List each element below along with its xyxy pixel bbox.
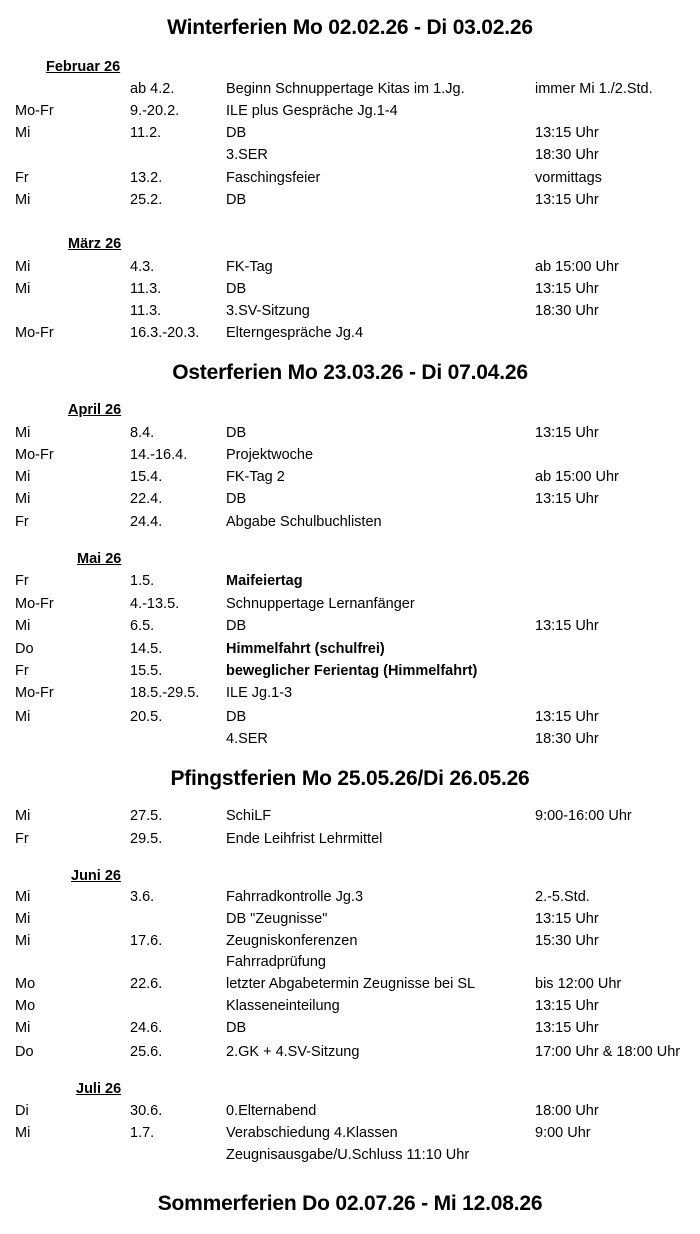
day-cell: Mo-Fr — [15, 447, 54, 463]
event-cell: DB — [226, 281, 247, 297]
event-cell: DB — [226, 1020, 247, 1036]
time-cell: 17:00 Uhr & 18:00 Uhr — [535, 1044, 681, 1060]
calendar-row — [0, 170, 700, 192]
time-cell: 9:00 Uhr — [535, 1125, 591, 1141]
event-cell: FK-Tag — [226, 259, 273, 275]
event-cell: Abgabe Schulbuchlisten — [226, 514, 382, 530]
calendar-row — [0, 831, 700, 853]
date-cell: 22.4. — [130, 491, 163, 507]
time-cell: 13:15 Uhr — [535, 192, 599, 208]
heading-winterferien: Winterferien Mo 02.02.26 - Di 03.02.26 — [167, 16, 533, 39]
day-cell: Mi — [15, 709, 31, 725]
time-cell: immer Mi 1./2.Std. — [535, 81, 653, 97]
day-cell: Mi — [15, 425, 31, 441]
date-cell: 16.3.-20.3. — [130, 325, 200, 341]
event-cell: Faschingsfeier — [226, 170, 321, 186]
calendar-row — [0, 641, 700, 663]
time-cell: 13:15 Uhr — [535, 425, 599, 441]
event-cell: 0.Elternabend — [226, 1103, 317, 1119]
calendar-row — [0, 998, 700, 1020]
time-cell: 13:15 Uhr — [535, 911, 599, 927]
day-cell: Mi — [15, 259, 31, 275]
event-cell: Beginn Schnuppertage Kitas im 1.Jg. — [226, 81, 465, 97]
time-cell: 13:15 Uhr — [535, 709, 599, 725]
time-cell: 13:15 Uhr — [535, 125, 599, 141]
month-maerz: März 26 — [68, 236, 122, 252]
time-cell: 13:15 Uhr — [535, 1020, 599, 1036]
calendar-row — [0, 425, 700, 447]
event-cell: Zeugniskonferenzen — [226, 933, 358, 949]
time-cell: 18:30 Uhr — [535, 303, 599, 319]
calendar-row — [0, 125, 700, 147]
month-februar: Februar 26 — [46, 59, 121, 75]
event-cell: 4.SER — [226, 731, 268, 747]
time-cell: 18:00 Uhr — [535, 1103, 599, 1119]
event-cell: DB — [226, 491, 247, 507]
calendar-row — [0, 469, 700, 491]
calendar-row — [0, 731, 700, 753]
date-cell: 9.-20.2. — [130, 103, 180, 119]
event-cell: DB — [226, 709, 247, 725]
calendar-row — [0, 1103, 700, 1125]
event-cell: DB — [226, 618, 247, 634]
date-cell: 25.2. — [130, 192, 163, 208]
day-cell: Mi — [15, 911, 31, 927]
calendar-row — [0, 933, 700, 955]
date-cell: 4.-13.5. — [130, 596, 180, 612]
date-cell: 30.6. — [130, 1103, 163, 1119]
event-cell: DB — [226, 192, 247, 208]
date-cell: 4.3. — [130, 259, 155, 275]
event-cell: Maifeiertag — [226, 573, 303, 589]
calendar-row — [0, 491, 700, 513]
time-cell: 18:30 Uhr — [535, 147, 599, 163]
day-cell: Mi — [15, 889, 31, 905]
day-cell: Do — [15, 1044, 34, 1060]
date-cell: 27.5. — [130, 808, 163, 824]
event-cell: DB — [226, 425, 247, 441]
date-cell: 11.3. — [130, 281, 162, 297]
calendar-row — [0, 573, 700, 595]
date-cell: 14.-16.4. — [130, 447, 188, 463]
date-cell: 15.4. — [130, 469, 163, 485]
calendar-row — [0, 147, 700, 169]
date-cell: 1.7. — [130, 1125, 155, 1141]
date-cell: 3.6. — [130, 889, 155, 905]
event-cell: Elterngespräche Jg.4 — [226, 325, 364, 341]
day-cell: Mi — [15, 1125, 31, 1141]
day-cell: Fr — [15, 831, 29, 847]
event-cell: Zeugnisausgabe/U.Schluss 11:10 Uhr — [226, 1147, 470, 1163]
day-cell: Fr — [15, 663, 29, 679]
date-cell: 11.3. — [130, 303, 162, 319]
calendar-row — [0, 447, 700, 469]
date-cell: 24.6. — [130, 1020, 163, 1036]
calendar-row — [0, 303, 700, 325]
calendar-row — [0, 685, 700, 707]
time-cell: 13:15 Uhr — [535, 491, 599, 507]
calendar-row — [0, 911, 700, 933]
event-cell: DB — [226, 125, 247, 141]
calendar-row — [0, 325, 700, 347]
day-cell: Mo — [15, 998, 36, 1014]
event-cell: Ende Leihfrist Lehrmittel — [226, 831, 383, 847]
time-cell: bis 12:00 Uhr — [535, 976, 622, 992]
day-cell: Mi — [15, 1020, 31, 1036]
date-cell: 8.4. — [130, 425, 155, 441]
event-cell: Fahrradkontrolle Jg.3 — [226, 889, 364, 905]
calendar-row — [0, 663, 700, 685]
day-cell: Mo-Fr — [15, 596, 54, 612]
day-cell: Fr — [15, 514, 29, 530]
month-april: April 26 — [68, 402, 122, 418]
date-cell: ab 4.2. — [130, 81, 175, 97]
date-cell: 29.5. — [130, 831, 163, 847]
date-cell: 22.6. — [130, 976, 163, 992]
event-cell: Projektwoche — [226, 447, 314, 463]
time-cell: vormittags — [535, 170, 602, 186]
day-cell: Do — [15, 641, 34, 657]
calendar-row — [0, 1020, 700, 1042]
time-cell: 13:15 Uhr — [535, 618, 599, 634]
heading-osterferien: Osterferien Mo 23.03.26 - Di 07.04.26 — [172, 361, 528, 384]
event-cell: SchiLF — [226, 808, 272, 824]
event-cell: Himmelfahrt (schulfrei) — [226, 641, 385, 657]
event-cell: ILE Jg.1-3 — [226, 685, 293, 701]
date-cell: 1.5. — [130, 573, 155, 589]
calendar-row — [0, 259, 700, 281]
calendar-row — [0, 1044, 700, 1066]
day-cell: Mi — [15, 933, 31, 949]
day-cell: Mi — [15, 281, 31, 297]
day-cell: Fr — [15, 573, 29, 589]
date-cell: 17.6. — [130, 933, 163, 949]
date-cell: 11.2. — [130, 125, 162, 141]
day-cell: Di — [15, 1103, 29, 1119]
day-cell: Mi — [15, 491, 31, 507]
day-cell: Fr — [15, 170, 29, 186]
month-juli: Juli 26 — [76, 1081, 122, 1097]
date-cell: 20.5. — [130, 709, 163, 725]
event-cell: 3.SER — [226, 147, 268, 163]
date-cell: 18.5.-29.5. — [130, 685, 200, 701]
event-cell: ILE plus Gespräche Jg.1-4 — [226, 103, 398, 119]
event-cell: 2.GK + 4.SV-Sitzung — [226, 1044, 360, 1060]
day-cell: Mi — [15, 808, 31, 824]
calendar-row — [0, 618, 700, 640]
event-cell: 3.SV-Sitzung — [226, 303, 310, 319]
day-cell: Mi — [15, 469, 31, 485]
calendar-row — [0, 889, 700, 911]
day-cell: Mi — [15, 125, 31, 141]
day-cell: Mo-Fr — [15, 685, 54, 701]
time-cell: 18:30 Uhr — [535, 731, 599, 747]
heading-pfingstferien: Pfingstferien Mo 25.05.26/Di 26.05.26 — [170, 767, 530, 790]
date-cell: 13.2. — [130, 170, 163, 186]
calendar-row — [0, 192, 700, 214]
event-cell: Klasseneinteilung — [226, 998, 340, 1014]
time-cell: 9:00-16:00 Uhr — [535, 808, 632, 824]
month-mai: Mai 26 — [77, 551, 122, 567]
calendar-row — [0, 976, 700, 998]
date-cell: 14.5. — [130, 641, 163, 657]
calendar-row — [0, 808, 700, 830]
time-cell: 13:15 Uhr — [535, 281, 599, 297]
event-cell: beweglicher Ferientag (Himmelfahrt) — [226, 663, 478, 679]
event-cell: DB "Zeugnisse" — [226, 911, 328, 927]
event-cell: Schnuppertage Lernanfänger — [226, 596, 415, 612]
day-cell: Mo-Fr — [15, 103, 54, 119]
event-cell: FK-Tag 2 — [226, 469, 285, 485]
month-juni: Juni 26 — [71, 868, 121, 884]
time-cell: ab 15:00 Uhr — [535, 469, 619, 485]
day-cell: Mi — [15, 618, 31, 634]
day-cell: Mo — [15, 976, 36, 992]
time-cell: 15:30 Uhr — [535, 933, 599, 949]
calendar-row — [0, 281, 700, 303]
calendar-row — [0, 514, 700, 536]
date-cell: 25.6. — [130, 1044, 163, 1060]
calendar-row — [0, 81, 700, 103]
event-cell: letzter Abgabetermin Zeugnisse bei SL — [226, 976, 476, 992]
calendar-row — [0, 709, 700, 731]
date-cell: 24.4. — [130, 514, 163, 530]
date-cell: 6.5. — [130, 618, 155, 634]
calendar-row — [0, 596, 700, 618]
event-cell: Verabschiedung 4.Klassen — [226, 1125, 398, 1141]
day-cell: Mo-Fr — [15, 325, 54, 341]
time-cell: ab 15:00 Uhr — [535, 259, 619, 275]
event-cell: Fahrradprüfung — [226, 954, 326, 970]
calendar-row — [0, 1147, 700, 1169]
day-cell: Mi — [15, 192, 31, 208]
calendar-row — [0, 954, 700, 976]
time-cell: 13:15 Uhr — [535, 998, 599, 1014]
calendar-row — [0, 103, 700, 125]
date-cell: 15.5. — [130, 663, 163, 679]
heading-sommerferien: Sommerferien Do 02.07.26 - Mi 12.08.26 — [157, 1192, 543, 1215]
calendar-row — [0, 1125, 700, 1147]
time-cell: 2.-5.Std. — [535, 889, 590, 905]
